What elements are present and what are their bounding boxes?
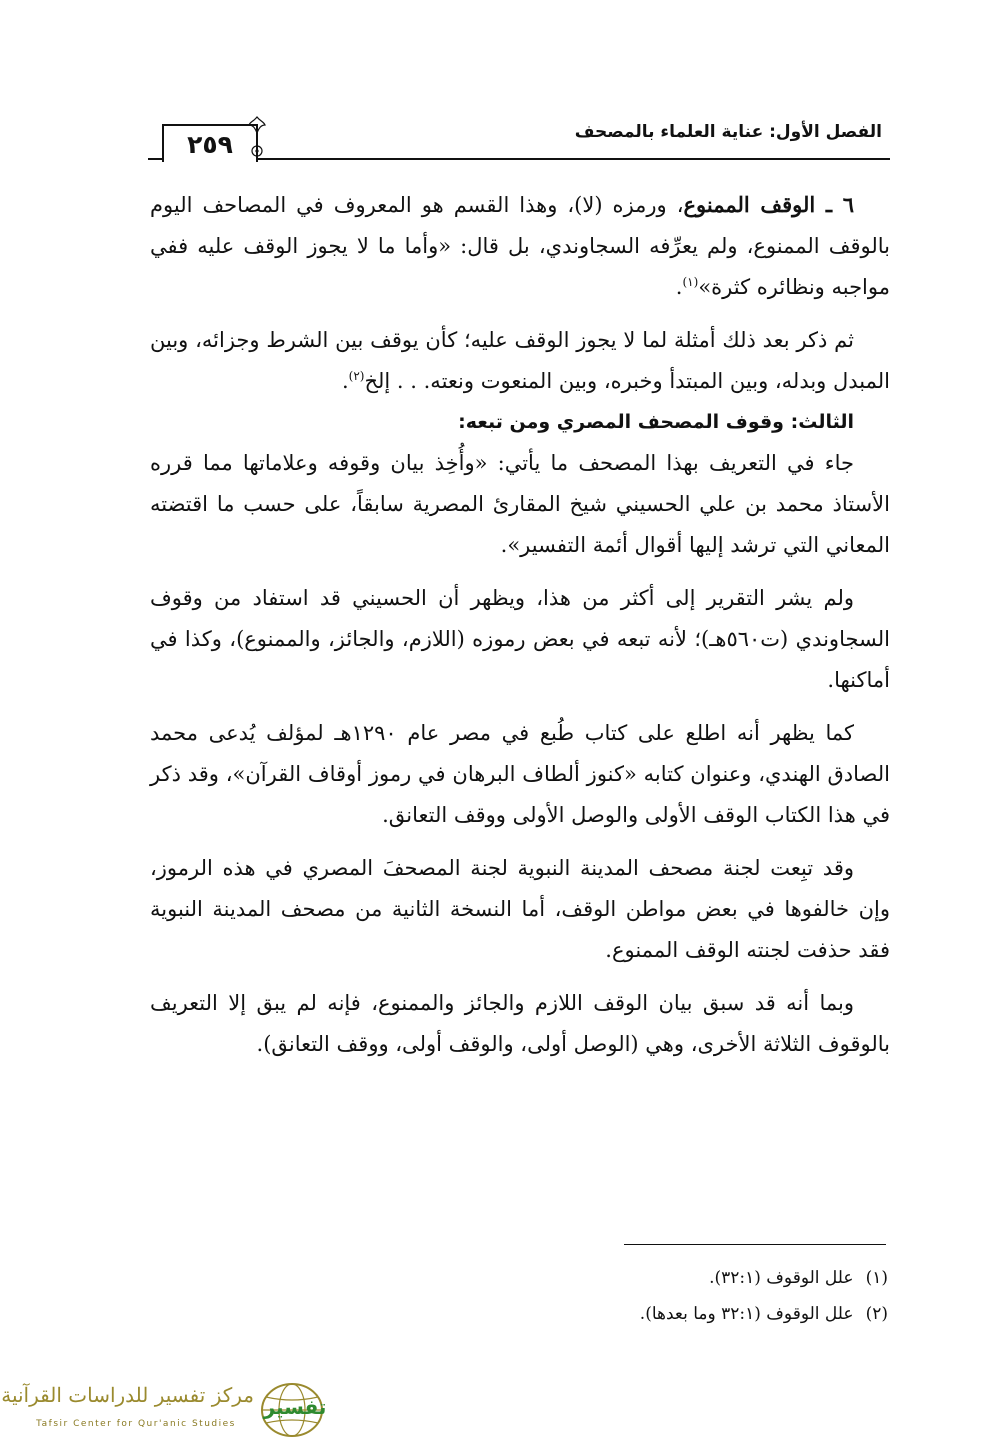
paragraph: كما يظهر أنه اطلع على كتاب طُبع في مصر عام ١٢٩٠هـ لمؤلف يُدعى محمد الصادق الهندي، وعنوان كتابه «كنوز ألطاف البرهان في رموز أوقاف القرآن»، وقد ذكر في هذا الكتاب الوقف الأولى والوصل الأولى ووقف التعانق. — [150, 721, 890, 827]
ornament-icon — [248, 142, 266, 160]
paragraph: وقد تبِعت لجنة مصحف المدينة النبوية لجنة المصحفَ المصري في هذه الرموز، وإن خالفوها في بعض مواطن الوقف، أما النسخة الثانية من مصحف المدينة النبوية فقد حذفت لجنته الوقف الممنوع. — [150, 856, 890, 962]
main-text — [150, 184, 890, 1065]
footnote-ref: (١) — [682, 275, 699, 289]
paragraph: جاء في التعريف بهذا المصحف ما يأتي: «وأُخِذ بيان وقوفه وعلاماتها مما قرره الأستاذ محمد بن علي الحسيني شيخ المقارئ المصرية سابقاً، على حسب ما اقتضته المعاني التي ترشد إليها أقوال أئمة التفسير». — [150, 451, 890, 557]
publisher-logo — [1, 1375, 340, 1445]
logo-name: مركز تفسير للدراسات القرآنية — [1, 1383, 254, 1407]
footnote-ref: (٢) — [348, 369, 365, 383]
paragraph: ٦ ـ الوقف الممنوع، ورمزه (لا)، وهذا القسم هو المعروف في المصاحف اليوم بالوقف الممنوع، ولم يعرِّفه السجاوندي، بل قال: «وأما ما لا يجوز الوقف عليه ففي مواجبه ونظائره كثرة»$^{(١)}$. — [150, 192, 890, 299]
logo-tagline: Tafsir Center for Qur'anic Studies — [36, 1419, 236, 1429]
section-heading: الثالث: وقوف المصحف المصري ومن تبعه: — [458, 411, 854, 433]
footnote: (١)علل الوقوف (٣٢:١). — [709, 1268, 888, 1288]
paragraph-lead: ٦ ـ الوقف الممنوع — [683, 192, 854, 217]
footnote-divider — [624, 1244, 886, 1245]
footnotes — [500, 1260, 888, 1332]
paragraph: ولم يشر التقرير إلى أكثر من هذا، ويظهر أن الحسيني قد استفاد من وقوف السجاوندي (ت٥٦٠هـ)؛ لأنه تبعه في بعض رموزه (اللازم، والجائز، والممنوع)، وكذا في أماكنها. — [150, 586, 890, 692]
paragraph: وبما أنه قد سبق بيان الوقف اللازم والجائز والممنوع، فإنه لم يبق إلا التعريف بالوقوف الثلاثة الأخرى، وهي (الوصل أولى، والوقف أولى، ووقف التعانق). — [150, 991, 890, 1056]
ornament-icon — [248, 116, 266, 134]
chapter-title: الفصل الأول: عناية العلماء بالمصحف — [574, 122, 882, 142]
paragraph: ثم ذكر بعد ذلك أمثلة لما لا يجوز الوقف عليه؛ كأن يوقف بين الشرط وجزائه، وبين المبدل وبدله، وبين المبتدأ وخبره، وبين المنعوت ونعته. . . إلخ$^{(٢)}$. — [150, 328, 890, 393]
page-number: ٢٥٩ — [162, 124, 258, 162]
footnote: (٢)علل الوقوف (٣٢:١ وما بعدها). — [639, 1304, 888, 1324]
page-header — [148, 116, 890, 166]
logo-wordmark: تفسير — [263, 1395, 327, 1419]
